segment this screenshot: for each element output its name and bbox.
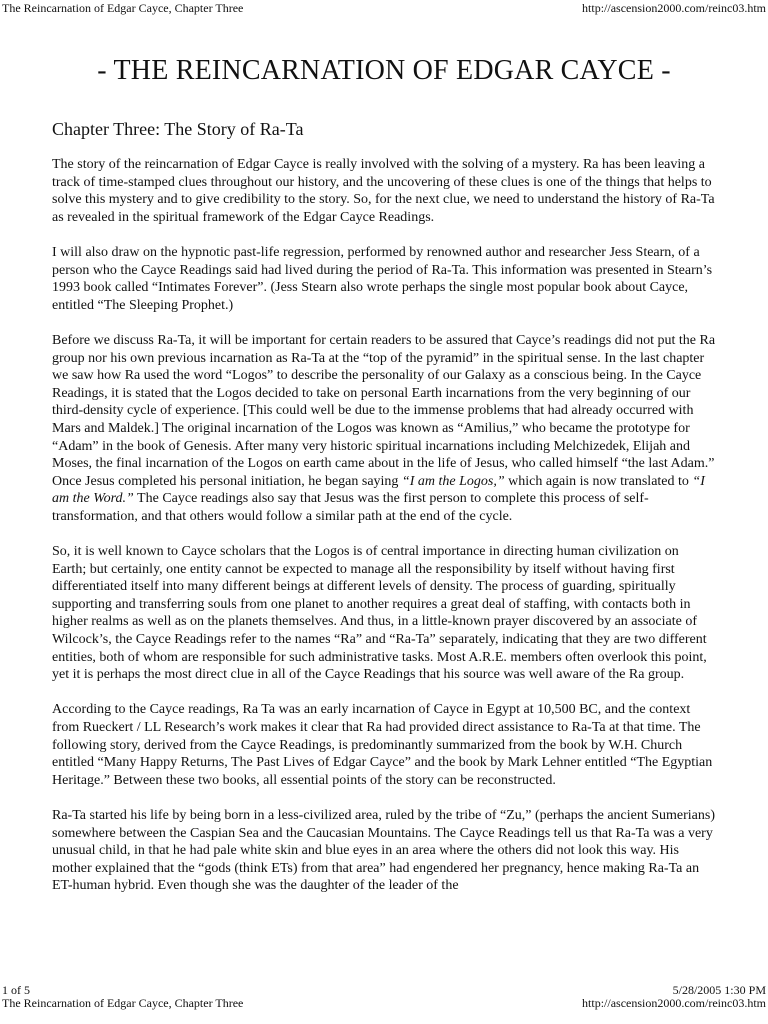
paragraph-3 [52, 332, 716, 526]
paragraph-4: So, it is well known to Cayce scholars that the Logos is of central importance in directing human civilization on Earth; but certainly, one entity cannot be expected to manage all the responsibility by itself without having first differentiated itself into many different beings at different levels of density. The process of guarding, spiritually supporting and transferring souls from one planet to another requires a great deal of staffing, with contacts both in higher realms as well as on the planets themselves. And thus, in a little-known prayer discovered by an associate of Wilcock’s, the Cayce Readings refer to the names “Ra” and “Ra-Ta” separately, indicating that they are two different entities, both of whom are responsible for such administrative tasks. Most A.R.E. members often overlook this point, yet it is perhaps the most direct clue in all of the Cayce Readings that his source was well aware of the Ra group. [52, 544, 707, 683]
print-footer-title: The Reincarnation of Edgar Cayce, Chapter Three [2, 996, 244, 1010]
print-header [0, 1, 768, 15]
print-footer-top [0, 983, 768, 997]
quote-i-am-the-word: “I am the Word.” [52, 473, 705, 507]
page-title: - THE REINCARNATION OF EDGAR CAYCE - [97, 55, 671, 86]
paragraph-1: The story of the reincarnation of Edgar Cayce is really involved with the solving of a mystery. Ra has been leaving a track of time-stamped clues throughout our history, and the uncovering of these clues is one of the things that helps to solve this mystery and to give credibility to the story. So, for the next clue, we need to understand the history of Ra-Ta as revealed in the spiritual framework of the Edgar Cayce Readings. [52, 157, 715, 225]
paragraph-6: Ra-Ta started his life by being born in a less-civilized area, ruled by the tribe of “Zu,” (perhaps the ancient Sumerians) somewhere between the Caspian Sea and the Caucasian Mountains. The Cayce Readings tell us that Ra-Ta was a very unusual child, in that he had pale white skin and blue eyes in an area where the others did not look this way. His mother explained that the “gods (think ETs) from that area” had engendered her pregnancy, hence making Ra-Ta an ET-human hybrid. Even though she was the daughter of the leader of the [52, 807, 716, 894]
print-timestamp: 5/28/2005 1:30 PM [672, 983, 766, 997]
print-footer-bottom [0, 996, 768, 1010]
paragraph-3-part-c: The Cayce readings also say that Jesus was the first person to complete this process of self-transformation, and that others would follow a similar path at the end of the cycle. [52, 491, 649, 524]
chapter-heading: Chapter Three: The Story of Ra-Ta [52, 119, 304, 139]
print-footer-url[interactable]: http://ascension2000.com/reinc03.htm [582, 996, 766, 1010]
paragraph-3-part-a: Before we discuss Ra-Ta, it will be important for certain readers to be assured that Cayce’s readings did not put the Ra group nor his own previous incarnation as Ra-Ta at the “top of the pyramid” in the spiritual sense. In the last chapter we saw how Ra used the word “Logos” to describe the personality of our Galaxy as a conscious being. In the Cayce Readings, it is stated that the Logos decided to take on personal Earth incarnations from the very beginning of our third-density cycle of experience. [This could well be due to the immense problems that had already occurred with Mars and Maldek.] The original incarnation of the Logos was known as “Amilius,” who became the prototype for “Adam” in the book of Genesis. After many very historic spiritual incarnations including Melchizedek, Elijah and Moses, the final incarnation of the Logos on earth came about in the life of Jesus, who called himself “the last Adam.” Once Jesus completed his personal initiation, he began saying [52, 332, 716, 489]
print-header-url[interactable]: http://ascension2000.com/reinc03.htm [582, 1, 766, 15]
print-header-title: The Reincarnation of Edgar Cayce, Chapter Three [2, 1, 244, 15]
paragraph-3-part-b: which again is now translated to [504, 473, 693, 489]
article-body [52, 156, 716, 913]
page-count: 1 of 5 [2, 983, 30, 997]
paragraph-2: I will also draw on the hypnotic past-life regression, performed by renowned author and researcher Jess Stearn, of a person who the Cayce Readings said had lived during the period of Ra-Ta. This information was presented in Stearn’s 1993 book called “Intimates Forever”. (Jess Stearn also wrote perhaps the single most popular book about Cayce, entitled “The Sleeping Prophet.) [52, 244, 713, 313]
quote-i-am-the-logos: “I am the Logos,” [401, 473, 505, 489]
paragraph-5: According to the Cayce readings, Ra Ta was an early incarnation of Cayce in Egypt at 10,500 BC, and the context from Rueckert / LL Research’s work makes it clear that Ra had provided direct assistance to Ra-Ta at that time. The following story, derived from the Cayce Readings, is predominantly summarized from the book by W.H. Church entitled “Many Happy Returns, The Past Lives of Edgar Cayce” and the book by Mark Lehner entitled “The Egyptian Heritage.” Between these two books, all essential points of the story can be reconstructed. [52, 702, 713, 788]
